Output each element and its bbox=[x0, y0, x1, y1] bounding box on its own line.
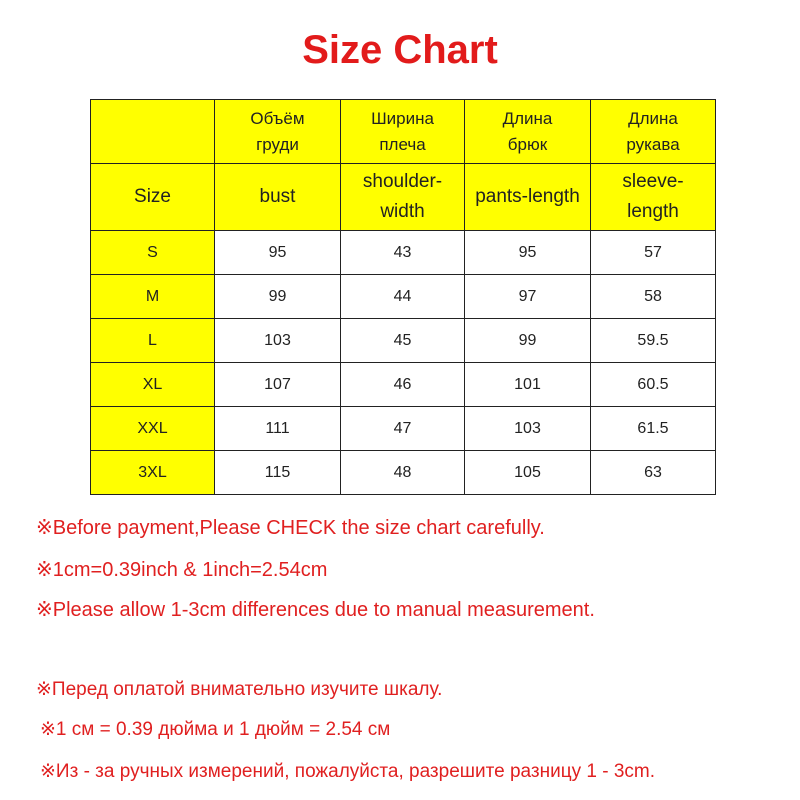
table-row bbox=[91, 319, 716, 363]
table-cell: 97 bbox=[465, 275, 591, 319]
table-cell: 107 bbox=[215, 363, 341, 407]
table-cell: 103 bbox=[215, 319, 341, 363]
table-cell: 63 bbox=[591, 451, 716, 495]
size-chart-table bbox=[90, 99, 716, 495]
header-ru-cell-sleeve: Длина рукава bbox=[591, 100, 716, 164]
header-ru-cell-0 bbox=[91, 100, 215, 164]
table-cell: 48 bbox=[341, 451, 465, 495]
size-label-cell: M bbox=[91, 275, 215, 319]
table-cell: 99 bbox=[215, 275, 341, 319]
table-cell: 111 bbox=[215, 407, 341, 451]
table-cell: 61.5 bbox=[591, 407, 716, 451]
table-cell: 47 bbox=[341, 407, 465, 451]
table-row bbox=[91, 231, 716, 275]
table-row bbox=[91, 363, 716, 407]
table-cell: 43 bbox=[341, 231, 465, 275]
table-cell: 101 bbox=[465, 363, 591, 407]
table-cell: 115 bbox=[215, 451, 341, 495]
header-ru-cell-shoulder: Ширина плеча bbox=[341, 100, 465, 164]
page-title: Size Chart bbox=[302, 28, 498, 72]
note-ru-check-size-chart: ※Перед оплатой внимательно изучите шкалу. bbox=[36, 679, 443, 700]
header-en-cell-sleeve: sleeve- length bbox=[591, 164, 716, 231]
table-row bbox=[91, 451, 716, 495]
note-ru-unit-conversion: ※1 см = 0.39 дюйма и 1 дюйм = 2.54 см bbox=[40, 719, 391, 740]
note-ru-measurement-difference: ※Из - за ручных измерений, пожалуйста, разрешите разницу 1 - 3cm. bbox=[40, 761, 655, 782]
table-cell: 44 bbox=[341, 275, 465, 319]
table-cell: 95 bbox=[215, 231, 341, 275]
table-cell: 105 bbox=[465, 451, 591, 495]
table-cell: 59.5 bbox=[591, 319, 716, 363]
table-cell: 45 bbox=[341, 319, 465, 363]
note-check-size-chart: ※Before payment,Please CHECK the size chart carefully. bbox=[36, 517, 545, 539]
header-row-english bbox=[91, 164, 716, 231]
table-cell: 103 bbox=[465, 407, 591, 451]
table-cell: 60.5 bbox=[591, 363, 716, 407]
size-label-cell: XL bbox=[91, 363, 215, 407]
header-en-cell-size: Size bbox=[91, 164, 215, 231]
header-ru-cell-bust: Объём груди bbox=[215, 100, 341, 164]
header-row-russian bbox=[91, 100, 716, 164]
table-cell: 46 bbox=[341, 363, 465, 407]
size-label-cell: XXL bbox=[91, 407, 215, 451]
table-row bbox=[91, 407, 716, 451]
header-ru-cell-pants: Длина брюк bbox=[465, 100, 591, 164]
note-unit-conversion: ※1cm=0.39inch & 1inch=2.54cm bbox=[36, 559, 328, 581]
size-label-cell: S bbox=[91, 231, 215, 275]
table-cell: 99 bbox=[465, 319, 591, 363]
table-row bbox=[91, 275, 716, 319]
note-measurement-difference: ※Please allow 1-3cm differences due to manual measurement. bbox=[36, 599, 595, 621]
table-cell: 57 bbox=[591, 231, 716, 275]
table-cell: 58 bbox=[591, 275, 716, 319]
header-en-cell-shoulder: shoulder- width bbox=[341, 164, 465, 231]
table-cell: 95 bbox=[465, 231, 591, 275]
size-label-cell: 3XL bbox=[91, 451, 215, 495]
header-en-cell-bust: bust bbox=[215, 164, 341, 231]
header-en-cell-pants: pants-length bbox=[465, 164, 591, 231]
size-label-cell: L bbox=[91, 319, 215, 363]
